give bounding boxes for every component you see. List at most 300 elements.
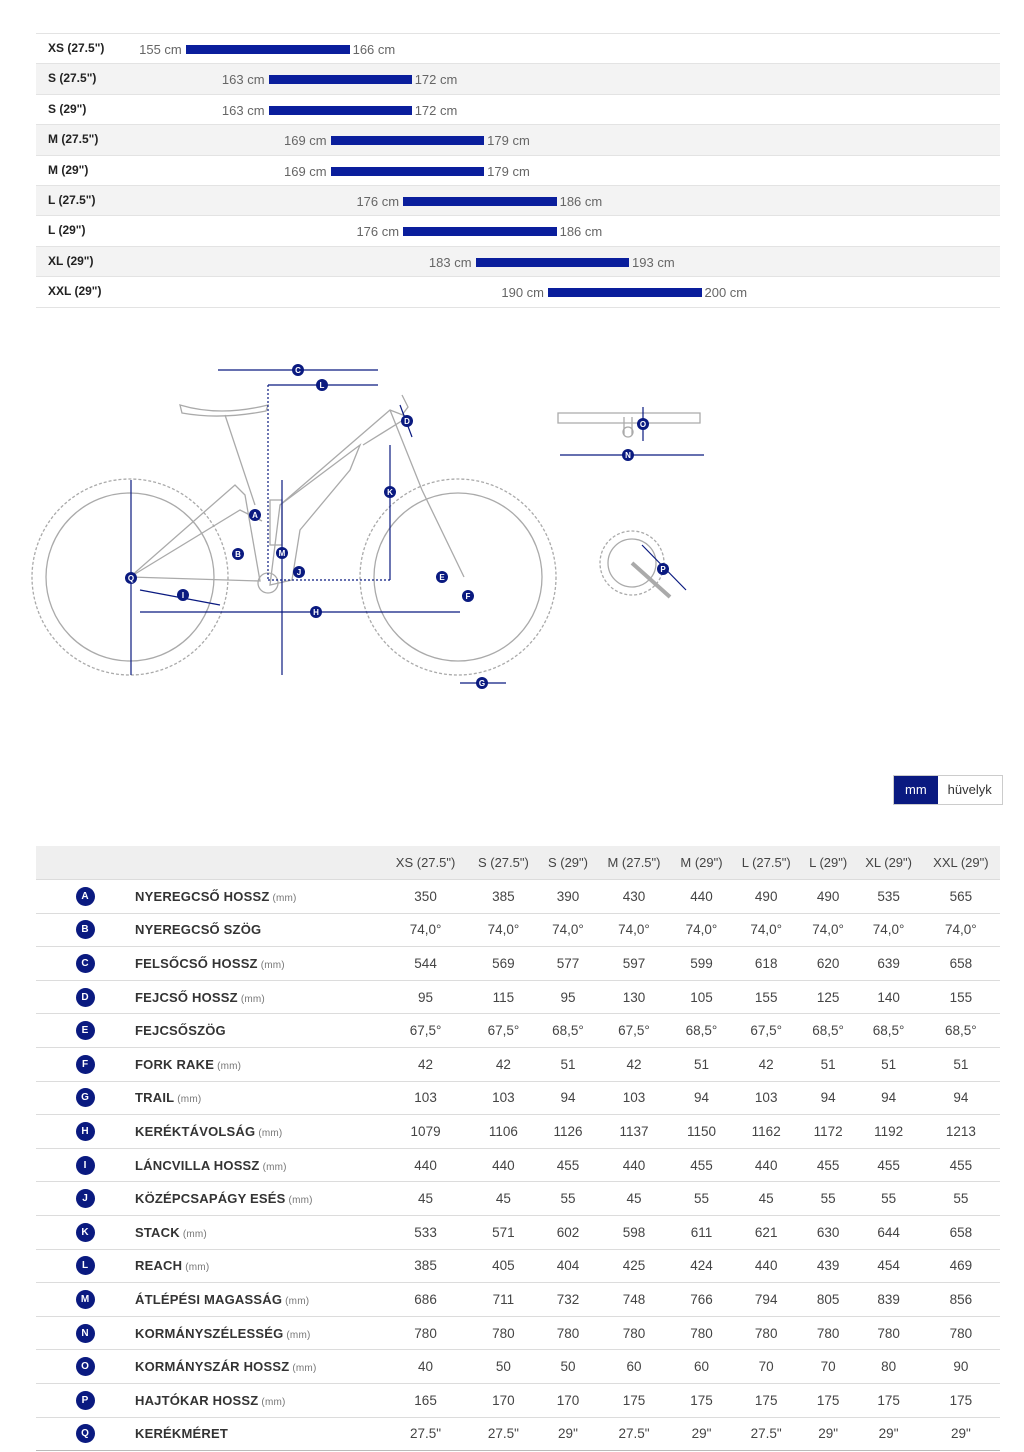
measurement-value: 455 xyxy=(922,1148,1000,1182)
measurement-value: 780 xyxy=(597,1316,672,1350)
measurement-value: 155 xyxy=(922,980,1000,1014)
size-column-header: M (29") xyxy=(671,846,731,880)
measurement-value: 350 xyxy=(384,880,468,914)
measurement-name-text: FELSŐCSŐ HOSSZ xyxy=(135,955,258,971)
rider-size-chart xyxy=(36,33,1000,308)
diagram-letter-o: O xyxy=(639,420,647,429)
diagram-letter-c: C xyxy=(295,366,301,375)
geometry-row xyxy=(36,947,1000,981)
diagram-letter-m: M xyxy=(278,549,286,558)
measurement-value: 490 xyxy=(801,880,856,914)
letter-badge: F xyxy=(76,1055,95,1074)
measurement-value: 569 xyxy=(467,947,539,981)
size-column-header: XXL (29") xyxy=(922,846,1000,880)
letter-badge: C xyxy=(76,954,95,973)
measurement-value: 535 xyxy=(855,880,921,914)
size-min-label: 176 cm xyxy=(356,224,400,240)
measurement-value: 95 xyxy=(384,980,468,1014)
measurement-name-text: KORMÁNYSZÁR HOSSZ xyxy=(135,1359,290,1375)
letter-badge: G xyxy=(76,1088,95,1107)
letter-badge: Q xyxy=(76,1424,95,1443)
size-row xyxy=(36,155,1000,185)
measurement-value: 68,5° xyxy=(801,1014,856,1048)
size-max-label: 200 cm xyxy=(704,285,748,301)
measurement-value: 430 xyxy=(597,880,672,914)
letter-badge: E xyxy=(76,1021,95,1040)
badge-cell xyxy=(36,1047,134,1081)
measurement-name xyxy=(134,1182,384,1216)
measurement-value: 67,5° xyxy=(732,1014,801,1048)
measurement-value: 90 xyxy=(922,1350,1000,1384)
measurement-value: 70 xyxy=(801,1350,856,1384)
measurement-value: 577 xyxy=(539,947,596,981)
measurement-value: 618 xyxy=(732,947,801,981)
size-label: XXL (29") xyxy=(48,284,102,299)
measurement-value: 732 xyxy=(539,1283,596,1317)
measurement-value: 125 xyxy=(801,980,856,1014)
measurement-unit: (mm) xyxy=(262,1161,287,1173)
measurement-value: 599 xyxy=(671,947,731,981)
measurement-value: 780 xyxy=(732,1316,801,1350)
badge-cell xyxy=(36,1283,134,1317)
size-label: M (29") xyxy=(48,162,89,177)
measurement-value: 175 xyxy=(597,1383,672,1417)
measurement-value: 55 xyxy=(801,1182,856,1216)
measurement-value: 455 xyxy=(855,1148,921,1182)
size-max-label: 179 cm xyxy=(487,133,530,149)
diagram-letter-b: B xyxy=(235,550,241,559)
unit-mm-button[interactable]: mm xyxy=(894,776,938,804)
measurement-name-text: TRAIL xyxy=(135,1090,175,1106)
measurement-value: 130 xyxy=(597,980,672,1014)
measurement-value: 94 xyxy=(671,1081,731,1115)
unit-inch-button[interactable]: hüvelyk xyxy=(938,776,1002,804)
measurement-name xyxy=(134,1047,384,1081)
diagram-letter-l: L xyxy=(319,381,325,390)
size-max-label: 172 cm xyxy=(414,102,458,118)
measurement-name xyxy=(134,913,384,947)
measurement-value: 175 xyxy=(922,1383,1000,1417)
measurement-value: 597 xyxy=(597,947,672,981)
measurement-value: 404 xyxy=(539,1249,596,1283)
measurement-name-text: NYEREGCSŐ HOSSZ xyxy=(135,888,270,904)
measurement-value: 571 xyxy=(467,1215,539,1249)
measurement-value: 170 xyxy=(539,1383,596,1417)
measurement-value: 1172 xyxy=(801,1115,856,1149)
header-blank xyxy=(36,846,134,880)
measurement-value: 29" xyxy=(855,1417,921,1451)
measurement-value: 1126 xyxy=(539,1115,596,1149)
measurement-value: 51 xyxy=(922,1047,1000,1081)
diagram-letter-d: D xyxy=(404,417,410,426)
measurement-value: 94 xyxy=(801,1081,856,1115)
measurement-value: 29" xyxy=(801,1417,856,1451)
measurement-value: 175 xyxy=(801,1383,856,1417)
measurement-unit: (mm) xyxy=(217,1060,242,1072)
measurement-value: 27.5" xyxy=(384,1417,468,1451)
geometry-row xyxy=(36,1283,1000,1317)
measurement-name-text: KERÉKTÁVOLSÁG xyxy=(135,1123,256,1139)
measurement-name-text: FEJCSŐSZÖG xyxy=(135,1023,226,1039)
size-min-label: 155 cm xyxy=(139,42,182,57)
measurement-value: 780 xyxy=(855,1316,921,1350)
letter-badge: K xyxy=(76,1223,95,1242)
measurement-value: 440 xyxy=(384,1148,468,1182)
measurement-value: 440 xyxy=(671,880,731,914)
letter-badge: O xyxy=(76,1357,95,1376)
geometry-row xyxy=(36,1115,1000,1149)
size-row xyxy=(36,94,1000,124)
measurement-name xyxy=(134,947,384,981)
measurement-value: 67,5° xyxy=(597,1014,672,1048)
measurement-name-text: LÁNCVILLA HOSSZ xyxy=(135,1157,260,1173)
size-min-label: 176 cm xyxy=(356,193,400,209)
measurement-value: 45 xyxy=(384,1182,468,1216)
measurement-value: 440 xyxy=(732,1249,801,1283)
measurement-value: 103 xyxy=(732,1081,801,1115)
geometry-row xyxy=(36,880,1000,914)
geometry-row xyxy=(36,1249,1000,1283)
measurement-value: 55 xyxy=(855,1182,921,1216)
measurement-value: 27.5" xyxy=(597,1417,672,1451)
measurement-name xyxy=(134,1081,384,1115)
measurement-value: 1162 xyxy=(732,1115,801,1149)
size-range-bar xyxy=(548,288,702,297)
measurement-value: 68,5° xyxy=(922,1014,1000,1048)
geometry-row xyxy=(36,1417,1000,1451)
letter-badge: L xyxy=(76,1256,95,1275)
size-min-label: 183 cm xyxy=(428,254,472,270)
measurement-value: 50 xyxy=(467,1350,539,1384)
measurement-value: 454 xyxy=(855,1249,921,1283)
diagram-letter-f: F xyxy=(465,592,471,601)
badge-cell xyxy=(36,1115,134,1149)
badge-cell xyxy=(36,1081,134,1115)
measurement-value: 27.5" xyxy=(732,1417,801,1451)
measurement-value: 839 xyxy=(855,1283,921,1317)
measurement-value: 175 xyxy=(671,1383,731,1417)
measurement-value: 1213 xyxy=(922,1115,1000,1149)
measurement-value: 42 xyxy=(384,1047,468,1081)
measurement-value: 630 xyxy=(801,1215,856,1249)
geometry-row xyxy=(36,980,1000,1014)
measurement-value: 544 xyxy=(384,947,468,981)
measurement-name xyxy=(134,1417,384,1451)
letter-badge: N xyxy=(76,1324,95,1343)
size-label: S (27.5") xyxy=(48,71,97,86)
measurement-value: 74,0° xyxy=(922,913,1000,947)
measurement-value: 60 xyxy=(671,1350,731,1384)
badge-cell xyxy=(36,1182,134,1216)
measurement-value: 425 xyxy=(597,1249,672,1283)
size-min-label: 190 cm xyxy=(501,285,544,301)
measurement-name xyxy=(134,880,384,914)
measurement-name-text: REACH xyxy=(135,1258,183,1274)
size-column-header: XL (29") xyxy=(855,846,921,880)
measurement-value: 711 xyxy=(467,1283,539,1317)
size-max-label: 186 cm xyxy=(559,224,603,240)
size-row xyxy=(36,124,1000,154)
measurement-value: 45 xyxy=(597,1182,672,1216)
measurement-value: 385 xyxy=(467,880,539,914)
measurement-unit: (mm) xyxy=(286,1329,311,1341)
geometry-row xyxy=(36,1383,1000,1417)
measurement-value: 780 xyxy=(801,1316,856,1350)
measurement-value: 60 xyxy=(597,1350,672,1384)
size-min-label: 169 cm xyxy=(284,133,327,149)
measurement-value: 780 xyxy=(671,1316,731,1350)
size-range-bar xyxy=(269,75,412,84)
geometry-row xyxy=(36,1081,1000,1115)
measurement-value: 74,0° xyxy=(597,913,672,947)
measurement-name-text: HAJTÓKAR HOSSZ xyxy=(135,1392,259,1408)
measurement-name-text: NYEREGCSŐ SZÖG xyxy=(135,922,262,938)
measurement-unit: (mm) xyxy=(292,1363,317,1375)
measurement-value: 67,5° xyxy=(467,1014,539,1048)
measurement-name-text: KERÉKMÉRET xyxy=(135,1426,229,1442)
measurement-value: 440 xyxy=(597,1148,672,1182)
measurement-value: 1137 xyxy=(597,1115,672,1149)
measurement-value: 621 xyxy=(732,1215,801,1249)
measurement-name xyxy=(134,1350,384,1384)
diagram-letter-k: K xyxy=(387,488,393,497)
badge-cell xyxy=(36,980,134,1014)
measurement-value: 103 xyxy=(467,1081,539,1115)
geometry-row xyxy=(36,1148,1000,1182)
measurement-value: 1150 xyxy=(671,1115,731,1149)
measurement-value: 115 xyxy=(467,980,539,1014)
size-row xyxy=(36,246,1000,276)
size-min-label: 163 cm xyxy=(221,72,265,88)
measurement-name-text: FORK RAKE xyxy=(135,1056,215,1072)
measurement-value: 51 xyxy=(801,1047,856,1081)
header-blank xyxy=(134,846,384,880)
measurement-value: 67,5° xyxy=(384,1014,468,1048)
measurement-value: 440 xyxy=(467,1148,539,1182)
size-max-label: 166 cm xyxy=(352,42,396,57)
measurement-name xyxy=(134,1148,384,1182)
measurement-value: 29" xyxy=(922,1417,1000,1451)
measurement-value: 51 xyxy=(671,1047,731,1081)
size-row xyxy=(36,185,1000,215)
measurement-value: 80 xyxy=(855,1350,921,1384)
measurement-value: 45 xyxy=(732,1182,801,1216)
measurement-unit: (mm) xyxy=(288,1195,313,1207)
diagram-letter-a: A xyxy=(252,511,258,520)
measurement-value: 68,5° xyxy=(671,1014,731,1048)
measurement-value: 748 xyxy=(597,1283,672,1317)
letter-badge: H xyxy=(76,1122,95,1141)
letter-badge: B xyxy=(76,920,95,939)
measurement-value: 644 xyxy=(855,1215,921,1249)
size-row xyxy=(36,215,1000,245)
badge-cell xyxy=(36,1148,134,1182)
size-range-bar xyxy=(476,258,630,267)
measurement-value: 74,0° xyxy=(539,913,596,947)
size-label: M (27.5") xyxy=(48,132,99,147)
measurement-unit: (mm) xyxy=(177,1094,202,1106)
measurement-value: 533 xyxy=(384,1215,468,1249)
measurement-value: 455 xyxy=(801,1148,856,1182)
measurement-value: 155 xyxy=(732,980,801,1014)
badge-cell xyxy=(36,947,134,981)
measurement-value: 455 xyxy=(539,1148,596,1182)
measurement-name xyxy=(134,1316,384,1350)
measurement-name-text: KÖZÉPCSAPÁGY ESÉS xyxy=(135,1191,286,1207)
diagram-letter-h: H xyxy=(313,608,319,617)
badge-cell xyxy=(36,1383,134,1417)
measurement-value: 74,0° xyxy=(732,913,801,947)
measurement-unit: (mm) xyxy=(272,892,297,904)
geometry-table xyxy=(36,846,1000,1451)
measurement-value: 29" xyxy=(671,1417,731,1451)
measurement-value: 94 xyxy=(539,1081,596,1115)
letter-badge: J xyxy=(76,1189,95,1208)
badge-cell xyxy=(36,1215,134,1249)
measurement-value: 55 xyxy=(922,1182,1000,1216)
measurement-value: 74,0° xyxy=(801,913,856,947)
size-column-header: L (29") xyxy=(801,846,856,880)
letter-badge: A xyxy=(76,887,95,906)
measurement-value: 42 xyxy=(597,1047,672,1081)
measurement-value: 1192 xyxy=(855,1115,921,1149)
unit-toggle[interactable] xyxy=(893,775,1003,805)
measurement-value: 602 xyxy=(539,1215,596,1249)
measurement-value: 439 xyxy=(801,1249,856,1283)
measurement-value: 42 xyxy=(467,1047,539,1081)
measurement-value: 95 xyxy=(539,980,596,1014)
size-row xyxy=(36,63,1000,93)
measurement-unit: (mm) xyxy=(260,959,285,971)
size-range-bar xyxy=(186,45,350,54)
badge-cell xyxy=(36,1316,134,1350)
measurement-value: 639 xyxy=(855,947,921,981)
measurement-unit: (mm) xyxy=(182,1228,207,1240)
measurement-value: 440 xyxy=(732,1148,801,1182)
measurement-value: 780 xyxy=(467,1316,539,1350)
geometry-row xyxy=(36,1047,1000,1081)
measurement-value: 94 xyxy=(922,1081,1000,1115)
measurement-value: 70 xyxy=(732,1350,801,1384)
measurement-value: 50 xyxy=(539,1350,596,1384)
bike-outline xyxy=(32,395,700,675)
measurement-name-text: ÁTLÉPÉSI MAGASSÁG xyxy=(135,1291,283,1307)
front-rim xyxy=(374,493,542,661)
measurement-name-text: STACK xyxy=(135,1224,180,1240)
measurement-value: 40 xyxy=(384,1350,468,1384)
measurement-name xyxy=(134,1115,384,1149)
measurement-value: 658 xyxy=(922,1215,1000,1249)
measurement-value: 175 xyxy=(855,1383,921,1417)
geometry-diagram xyxy=(30,345,710,695)
measurement-name xyxy=(134,1215,384,1249)
measurement-name-text: KORMÁNYSZÉLESSÉG xyxy=(135,1325,284,1341)
size-column-header: M (27.5") xyxy=(597,846,672,880)
letter-badge: M xyxy=(76,1290,95,1309)
measurement-unit: (mm) xyxy=(185,1262,210,1274)
size-max-label: 179 cm xyxy=(487,163,530,179)
diagram-letter-n: N xyxy=(625,451,631,460)
measurement-value: 105 xyxy=(671,980,731,1014)
measurement-value: 55 xyxy=(539,1182,596,1216)
measurement-value: 1106 xyxy=(467,1115,539,1149)
badge-cell xyxy=(36,1417,134,1451)
measurement-value: 469 xyxy=(922,1249,1000,1283)
measurement-unit: (mm) xyxy=(258,1127,283,1139)
diagram-letter-e: E xyxy=(439,573,445,582)
measurement-value: 620 xyxy=(801,947,856,981)
measurement-value: 74,0° xyxy=(855,913,921,947)
size-label: XL (29") xyxy=(48,253,94,268)
measurement-value: 74,0° xyxy=(467,913,539,947)
measurement-value: 405 xyxy=(467,1249,539,1283)
diagram-letter-j: J xyxy=(296,568,302,577)
geometry-row xyxy=(36,1014,1000,1048)
measurement-value: 94 xyxy=(855,1081,921,1115)
letter-badge: D xyxy=(76,988,95,1007)
badge-cell xyxy=(36,880,134,914)
size-range-bar xyxy=(331,167,485,176)
measurement-value: 29" xyxy=(539,1417,596,1451)
measurement-value: 794 xyxy=(732,1283,801,1317)
geometry-table-header xyxy=(36,846,1000,880)
measurement-value: 611 xyxy=(671,1215,731,1249)
badge-cell xyxy=(36,913,134,947)
size-range-bar xyxy=(403,197,557,206)
size-range-bar xyxy=(269,106,412,115)
measurement-value: 175 xyxy=(732,1383,801,1417)
measurement-unit: (mm) xyxy=(285,1295,310,1307)
measurement-value: 103 xyxy=(384,1081,468,1115)
measurement-value: 780 xyxy=(384,1316,468,1350)
geometry-row xyxy=(36,1182,1000,1216)
measurement-value: 780 xyxy=(922,1316,1000,1350)
measurement-unit: (mm) xyxy=(261,1396,286,1408)
geometry-row xyxy=(36,913,1000,947)
measurement-value: 490 xyxy=(732,880,801,914)
size-range-bar xyxy=(331,136,485,145)
letter-badge: I xyxy=(76,1156,95,1175)
diagram-letter-p: P xyxy=(660,565,666,574)
geometry-table-body xyxy=(36,880,1000,1451)
measurement-value: 598 xyxy=(597,1215,672,1249)
measurement-value: 424 xyxy=(671,1249,731,1283)
measurement-name xyxy=(134,1249,384,1283)
measurement-value: 68,5° xyxy=(855,1014,921,1048)
geometry-row xyxy=(36,1316,1000,1350)
measurement-name xyxy=(134,1283,384,1317)
badge-cell xyxy=(36,1249,134,1283)
measurement-value: 165 xyxy=(384,1383,468,1417)
measurement-name xyxy=(134,980,384,1014)
measurement-value: 103 xyxy=(597,1081,672,1115)
measurement-value: 140 xyxy=(855,980,921,1014)
size-range-bar xyxy=(403,227,557,236)
measurement-value: 51 xyxy=(855,1047,921,1081)
measurement-name-text: FEJCSŐ HOSSZ xyxy=(135,989,238,1005)
measurement-value: 385 xyxy=(384,1249,468,1283)
measurement-value: 1079 xyxy=(384,1115,468,1149)
diagram-letter-i: I xyxy=(181,591,185,600)
letter-badge: P xyxy=(76,1391,95,1410)
measurement-value: 766 xyxy=(671,1283,731,1317)
size-max-label: 193 cm xyxy=(632,254,675,270)
badge-cell xyxy=(36,1014,134,1048)
measurement-value: 390 xyxy=(539,880,596,914)
geometry-row xyxy=(36,1215,1000,1249)
measurement-value: 455 xyxy=(671,1148,731,1182)
diagram-letter-q: Q xyxy=(127,574,135,583)
